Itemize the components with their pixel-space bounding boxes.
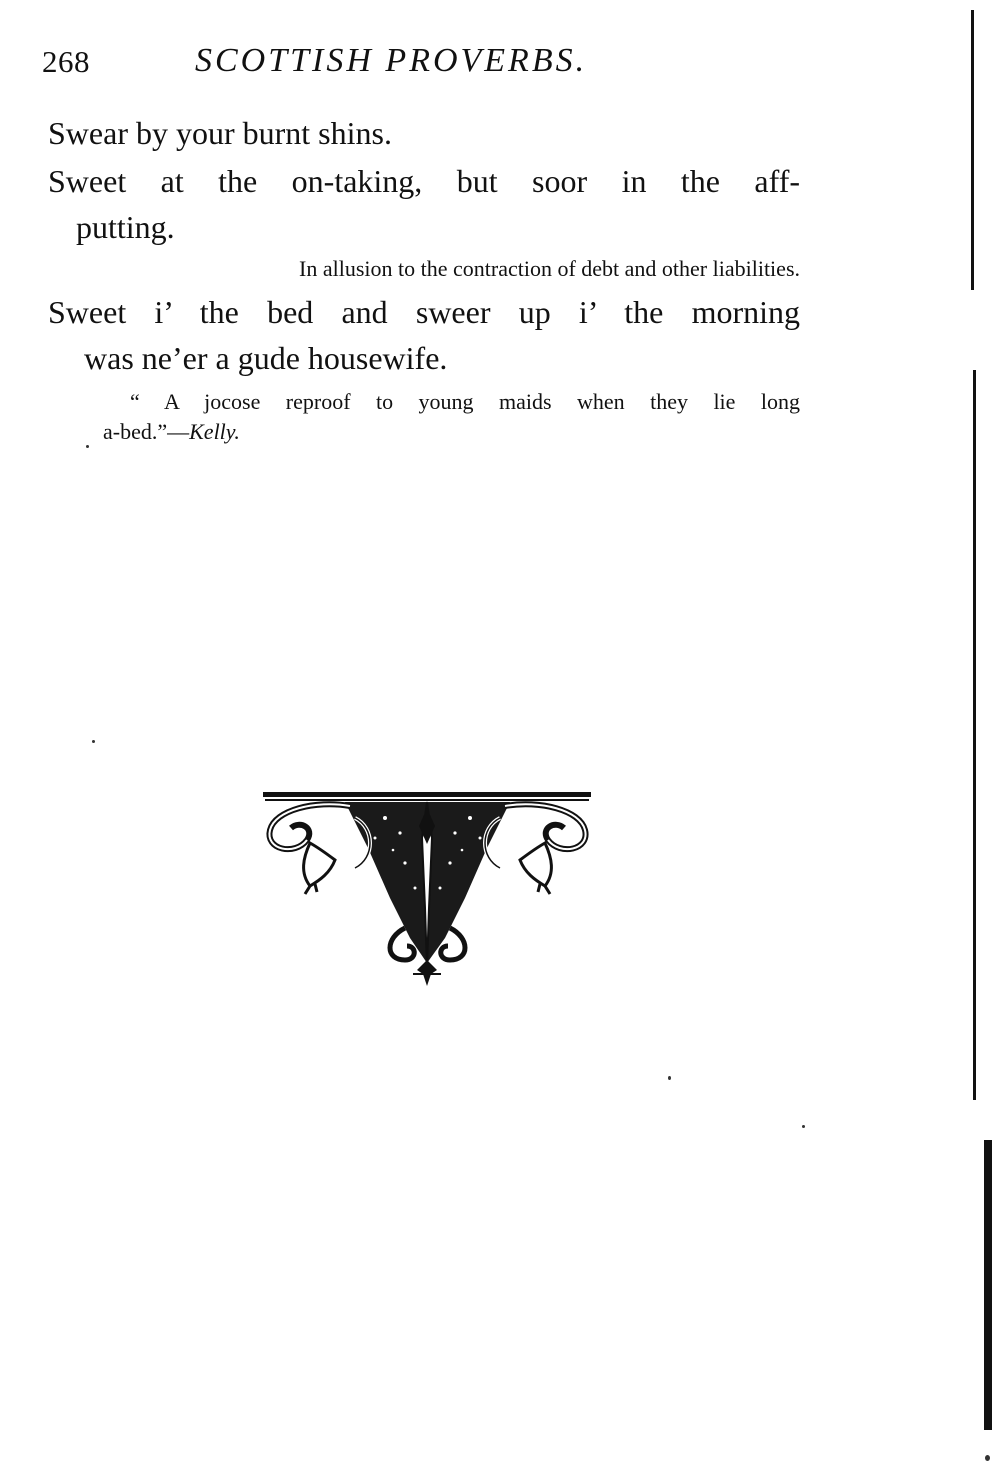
note-text: a-bed.”—	[103, 419, 190, 444]
speck	[802, 1125, 805, 1128]
tailpiece-ornament-icon	[255, 788, 600, 993]
proverb-note: In allusion to the contraction of debt and other liabilities.	[299, 256, 800, 281]
proverb-text: Sweet i’ the bed and sweer up i’ the morning	[48, 294, 800, 330]
proverb-text: Swear by your burnt shins.	[48, 115, 392, 151]
page-edge-line	[973, 370, 976, 1100]
speck	[668, 1076, 671, 1080]
page-edge-shadow	[984, 1140, 992, 1430]
page-edge-line	[971, 10, 974, 290]
speck	[86, 445, 89, 448]
proverb-note: “ A jocose reproof to young maids when they lie long	[130, 389, 800, 414]
note-author: Kelly.	[189, 419, 240, 444]
proverb-entry	[48, 110, 800, 156]
running-header	[42, 40, 802, 90]
proverb-entry	[48, 289, 800, 447]
proverb-entry	[48, 158, 800, 284]
proverb-text-continuation: putting.	[76, 209, 175, 245]
speck	[92, 740, 95, 743]
proverb-note-attribution	[48, 417, 800, 447]
page-number: 268	[42, 44, 90, 79]
running-title: SCOTTISH PROVERBS.	[195, 42, 588, 79]
proverb-text-continuation: was ne’er a gude housewife.	[84, 340, 448, 376]
proverb-text: Sweet at the on-taking, but soor in the aff-	[48, 163, 800, 199]
speck	[985, 1455, 990, 1461]
